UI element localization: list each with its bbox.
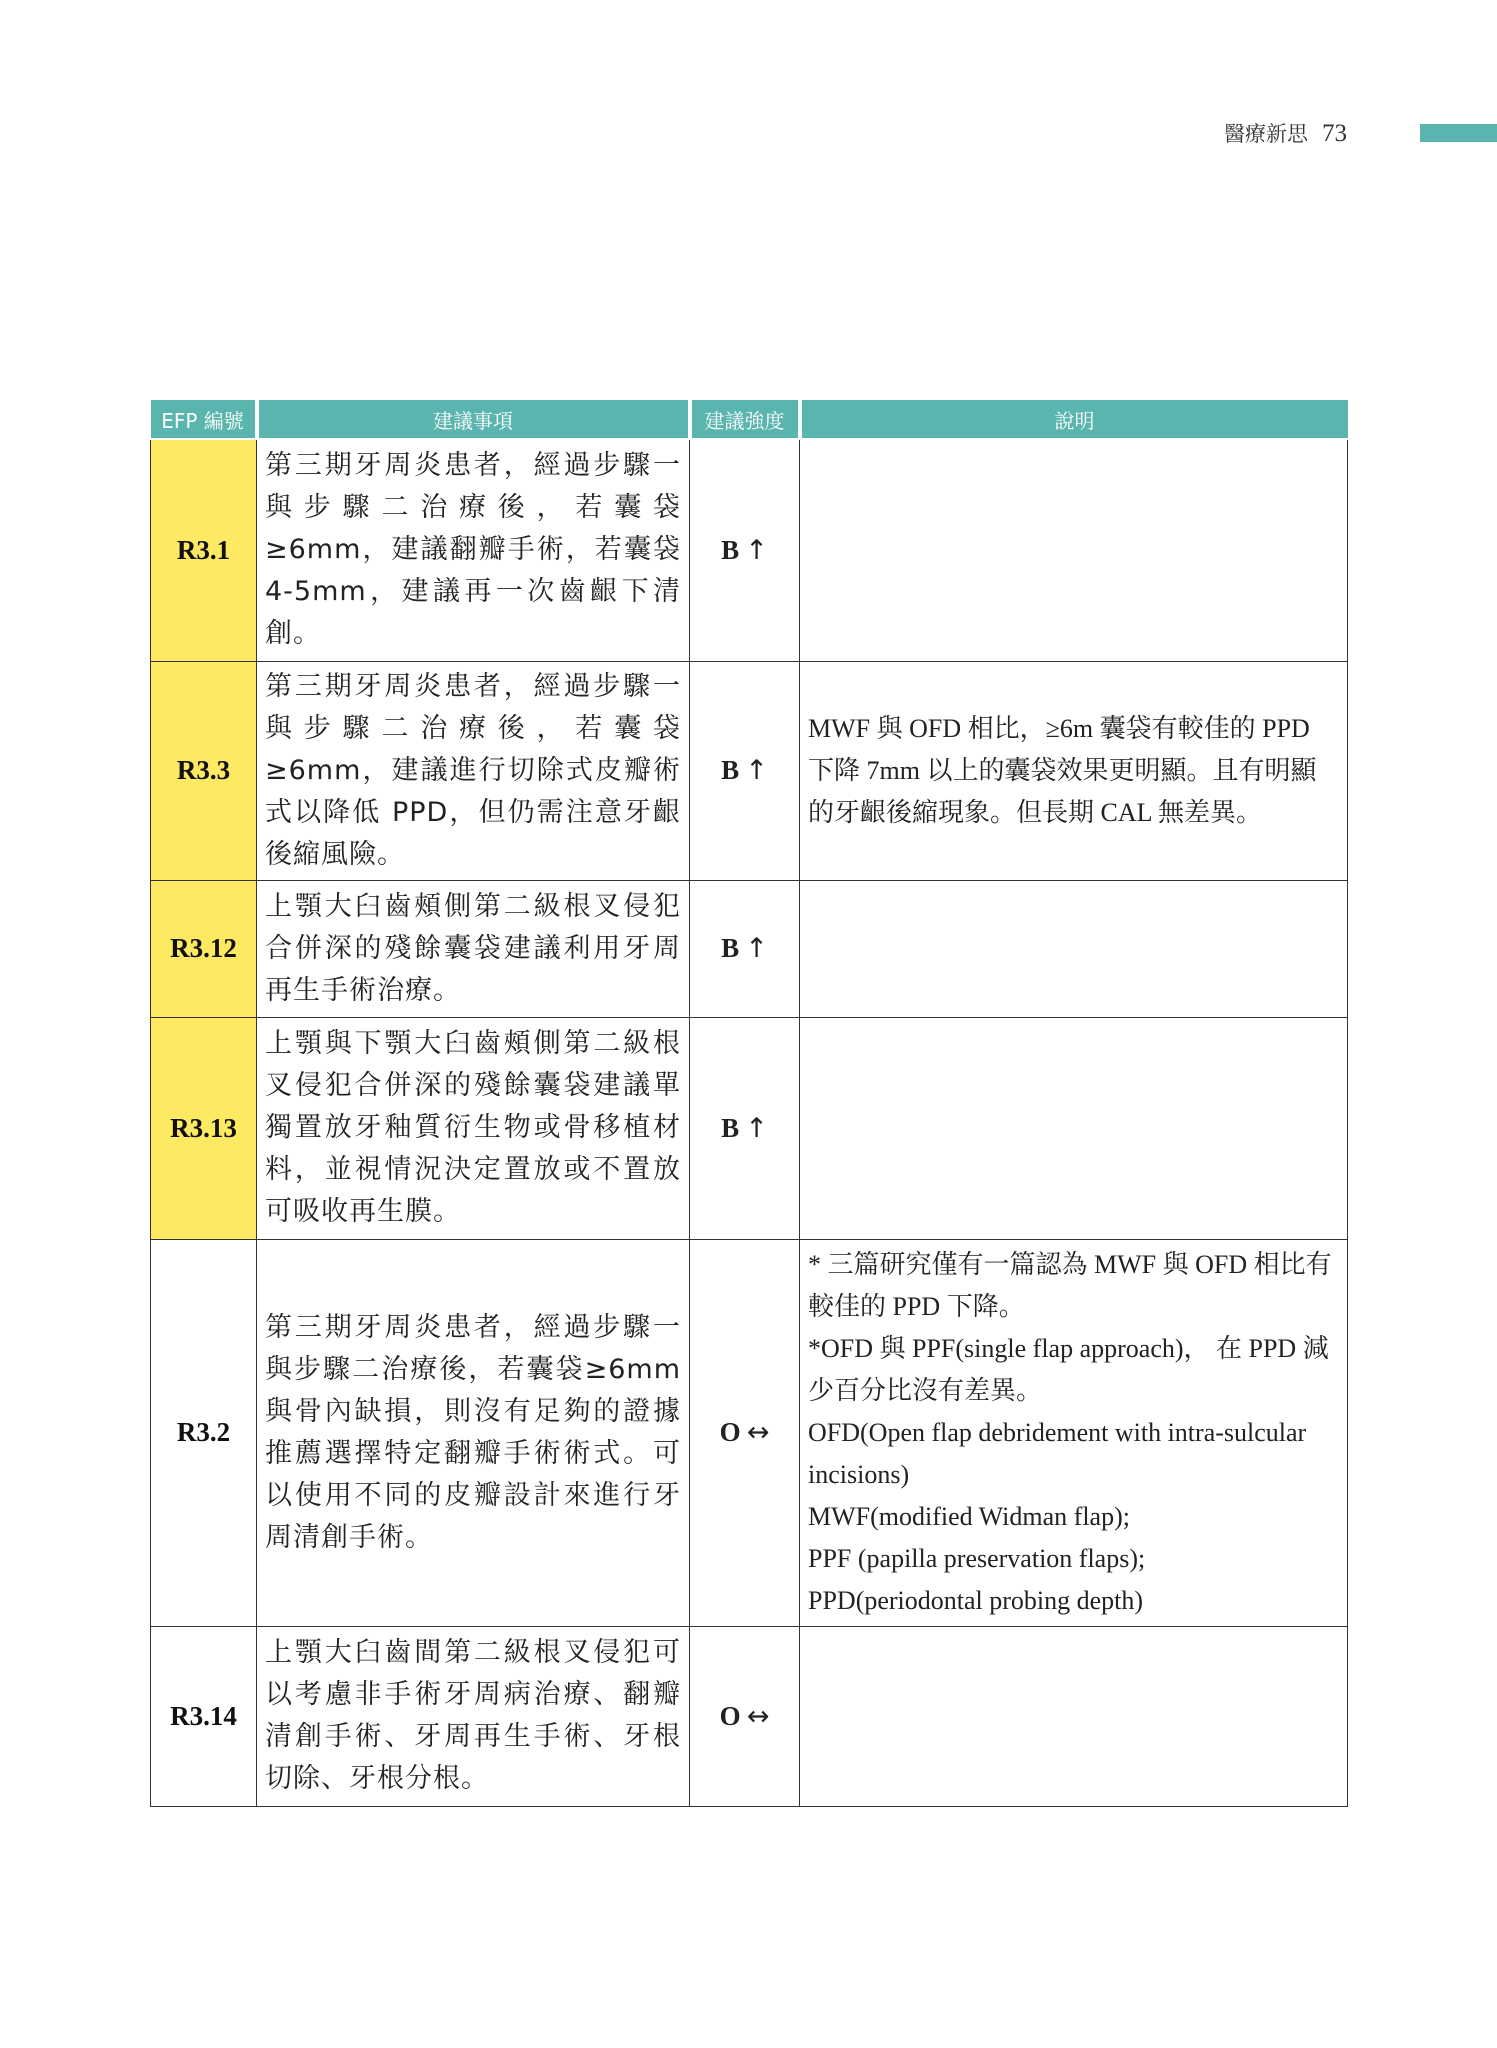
strength-grade: B	[721, 1112, 740, 1143]
efp-id: R3.14	[151, 1626, 257, 1806]
recommendation-text: 第三期牙周炎患者，經過步驟一與步驟二治療後，若囊袋≥6mm，建議翻瓣手術，若囊袋4-5mm，建議再一次齒齦下清創。	[257, 439, 690, 661]
note-text: * 三篇研究僅有一篇認為 MWF 與 OFD 相比有較佳的 PPD 下降。	[808, 1249, 1332, 1321]
note-text: MWF(modified Widman flap);	[808, 1501, 1130, 1531]
recommendation-table	[150, 400, 1348, 1807]
notes-cell	[800, 1239, 1348, 1626]
strength-cell	[690, 1239, 800, 1626]
table-row	[151, 439, 1348, 661]
strength-grade: B	[721, 534, 740, 565]
notes-cell	[800, 880, 1348, 1017]
notes-cell	[800, 439, 1348, 661]
notes-cell	[800, 661, 1348, 880]
note-text: *OFD 與 PPF(single flap approach)， 在 PPD 減少百分比沒有差異。	[808, 1333, 1329, 1405]
section-tab-marker	[1420, 124, 1497, 142]
strength-grade: B	[721, 755, 740, 785]
table-header-row	[151, 400, 1348, 439]
table-row	[151, 1626, 1348, 1806]
table-row	[151, 1239, 1348, 1626]
recommendation-text: 第三期牙周炎患者，經過步驟一與步驟二治療後，若囊袋≥6mm與骨內缺損，則沒有足夠的證據推薦選擇特定翻瓣手術術式。可以使用不同的皮瓣設計來進行牙周清創手術。	[257, 1239, 690, 1626]
bidirectional-arrow-icon: ↔	[746, 1417, 770, 1448]
arrow-up-icon: ↑	[745, 1112, 768, 1144]
column-header-strength: 建議強度	[690, 400, 800, 439]
arrow-up-icon: ↑	[745, 933, 768, 964]
table-row	[151, 880, 1348, 1017]
table-row	[151, 1017, 1348, 1239]
recommendation-text: 上顎大臼齒間第二級根叉侵犯可以考慮非手術牙周病治療、翻瓣清創手術、牙周再生手術、牙根切除、牙根分根。	[257, 1626, 690, 1806]
efp-id: R3.12	[151, 880, 257, 1017]
efp-id: R3.1	[151, 439, 257, 661]
efp-id: R3.13	[151, 1017, 257, 1239]
notes-cell	[800, 1017, 1348, 1239]
strength-grade: O	[719, 1417, 741, 1447]
strength-grade: B	[721, 933, 740, 963]
page-number: 73	[1322, 120, 1347, 147]
bidirectional-arrow-icon: ↔	[746, 1700, 770, 1732]
note-text: PPF (papilla preservation flaps);	[808, 1543, 1146, 1573]
note-text: OFD(Open flap debridement with intra-sulcular incisions)	[808, 1417, 1307, 1489]
efp-id: R3.2	[151, 1239, 257, 1626]
arrow-up-icon: ↑	[745, 534, 768, 566]
strength-cell	[690, 439, 800, 661]
efp-id: R3.3	[151, 661, 257, 880]
strength-grade: O	[719, 1700, 741, 1731]
column-header-efp-id: EFP 編號	[151, 400, 257, 439]
recommendation-text: 第三期牙周炎患者，經過步驟一與步驟二治療後，若囊袋≥6mm，建議進行切除式皮瓣術式以降低 PPD，但仍需注意牙齦後縮風險。	[257, 661, 690, 880]
recommendation-text: 上顎與下顎大臼齒頰側第二級根叉侵犯合併深的殘餘囊袋建議單獨置放牙釉質衍生物或骨移植材料，並視情況決定置放或不置放可吸收再生膜。	[257, 1017, 690, 1239]
strength-cell	[690, 880, 800, 1017]
table-row	[151, 661, 1348, 880]
recommendation-text: 上顎大臼齒頰側第二級根叉侵犯合併深的殘餘囊袋建議利用牙周再生手術治療。	[257, 880, 690, 1017]
journal-name: 醫療新思	[1224, 122, 1308, 146]
arrow-up-icon: ↑	[745, 755, 768, 786]
strength-cell	[690, 1626, 800, 1806]
note-text: MWF 與 OFD 相比，≥6m 囊袋有較佳的 PPD 下降 7mm 以上的囊袋效果更明顯。且有明顯的牙齦後縮現象。但長期 CAL 無差異。	[808, 713, 1317, 827]
strength-cell	[690, 1017, 800, 1239]
column-header-recommendation: 建議事項	[257, 400, 690, 439]
column-header-notes: 說明	[800, 400, 1348, 439]
running-header	[1224, 118, 1347, 148]
note-text: PPD(periodontal probing depth)	[808, 1585, 1144, 1615]
strength-cell	[690, 661, 800, 880]
notes-cell	[800, 1626, 1348, 1806]
